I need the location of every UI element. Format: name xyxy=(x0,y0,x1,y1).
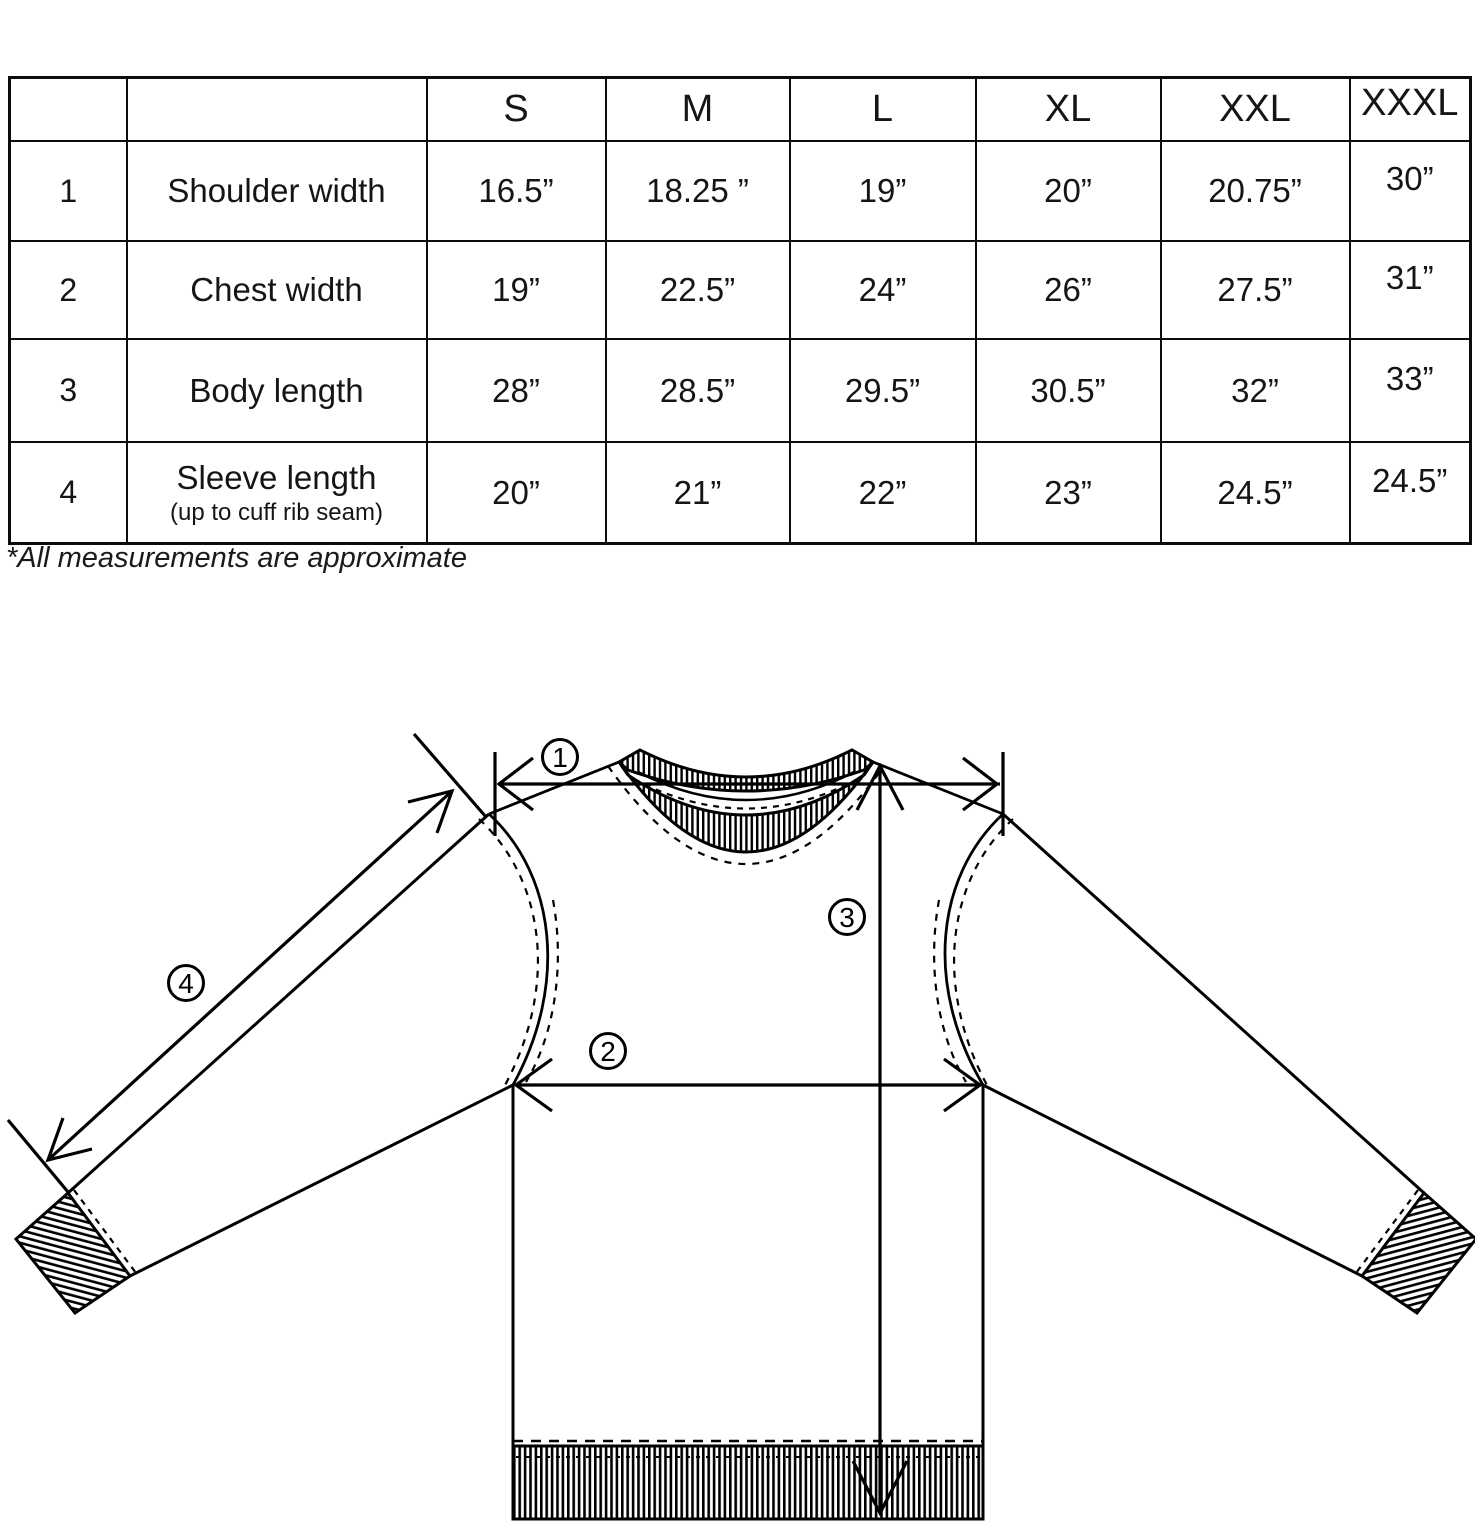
row-label: Chest width xyxy=(127,241,427,339)
size-value-cell: 28” xyxy=(427,339,606,442)
hem-rib-band xyxy=(513,1446,983,1519)
size-value-cell: 20” xyxy=(976,141,1161,241)
collar xyxy=(608,750,884,864)
size-value-cell: 22” xyxy=(790,442,976,544)
size-value-cell: 24.5” xyxy=(1350,442,1471,544)
measurements-footnote: *All measurements are approximate xyxy=(6,542,467,574)
size-header-label: M xyxy=(681,88,714,130)
size-value-cell: 24” xyxy=(790,241,976,339)
size-value-cell: 31” xyxy=(1350,241,1471,339)
right-sleeve-bottom-edge xyxy=(983,1085,1362,1276)
size-header-label: XL xyxy=(1044,88,1092,130)
size-header-label: L xyxy=(871,88,894,130)
sleeve-length-tick-top xyxy=(414,734,486,817)
row-label: Shoulder width xyxy=(127,141,427,241)
size-value-cell: 19” xyxy=(427,241,606,339)
size-value-cell: 21” xyxy=(606,442,790,544)
size-value-cell: 20” xyxy=(427,442,606,544)
size-value-cell: 30.5” xyxy=(976,339,1161,442)
left-sleeve-top-edge xyxy=(68,814,489,1193)
size-value-cell: 23” xyxy=(976,442,1161,544)
left-armhole-seam xyxy=(489,814,548,1085)
size-value-cell: 18.25 ” xyxy=(606,141,790,241)
row-number: 3 xyxy=(10,339,127,442)
size-value-cell: 24.5” xyxy=(1161,442,1350,544)
size-header-label: XXXL xyxy=(1361,82,1459,124)
chest-width-arrow xyxy=(516,1059,980,1111)
left-cuff xyxy=(16,1193,130,1313)
measurement-label-3 xyxy=(830,900,865,935)
size-value-cell: 26” xyxy=(976,241,1161,339)
left-armhole-stitch-inner xyxy=(526,900,558,1082)
sleeve-length-shaft xyxy=(48,791,452,1160)
size-value-cell: 28.5” xyxy=(606,339,790,442)
sleeve-length-arrow xyxy=(8,734,486,1192)
right-cuff xyxy=(1362,1193,1475,1313)
size-value-cell: 27.5” xyxy=(1161,241,1350,339)
body-length-arrow xyxy=(853,766,907,1513)
size-value-cell: 33” xyxy=(1350,339,1471,442)
measurement-label-4 xyxy=(169,966,204,1001)
right-sleeve-top-edge xyxy=(1003,814,1424,1193)
label-number: 2 xyxy=(600,1036,616,1067)
row-number: 1 xyxy=(10,141,127,241)
size-value-cell: 16.5” xyxy=(427,141,606,241)
size-value-cell: 19” xyxy=(790,141,976,241)
size-value-cell: 32” xyxy=(1161,339,1350,442)
size-value-cell: 20.75” xyxy=(1161,141,1350,241)
left-sleeve-bottom-edge xyxy=(130,1085,513,1276)
row-sublabel: (up to cuff rib seam) xyxy=(170,498,383,526)
label-number: 3 xyxy=(839,902,855,933)
size-header-label: S xyxy=(503,88,529,130)
row-label: Body length xyxy=(127,339,427,442)
label-number: 1 xyxy=(552,742,568,773)
measurement-annotations xyxy=(8,734,1003,1513)
measurement-label-1 xyxy=(543,740,578,775)
size-header-label: XXL xyxy=(1219,88,1291,130)
size-value-cell: 30” xyxy=(1350,141,1471,241)
right-armhole-stitch-inner xyxy=(934,900,966,1082)
cuffs xyxy=(16,1190,1475,1313)
measurement-label-2 xyxy=(591,1034,626,1069)
row-number: 2 xyxy=(10,241,127,339)
garment-outline xyxy=(68,762,1424,1446)
size-value-cell: 22.5” xyxy=(606,241,790,339)
size-value-cell: 29.5” xyxy=(790,339,976,442)
label-number: 4 xyxy=(178,968,194,999)
left-armhole-stitch-outer xyxy=(479,819,538,1087)
row-number: 4 xyxy=(10,442,127,544)
row-label: Sleeve length (up to cuff rib seam) xyxy=(127,442,427,544)
